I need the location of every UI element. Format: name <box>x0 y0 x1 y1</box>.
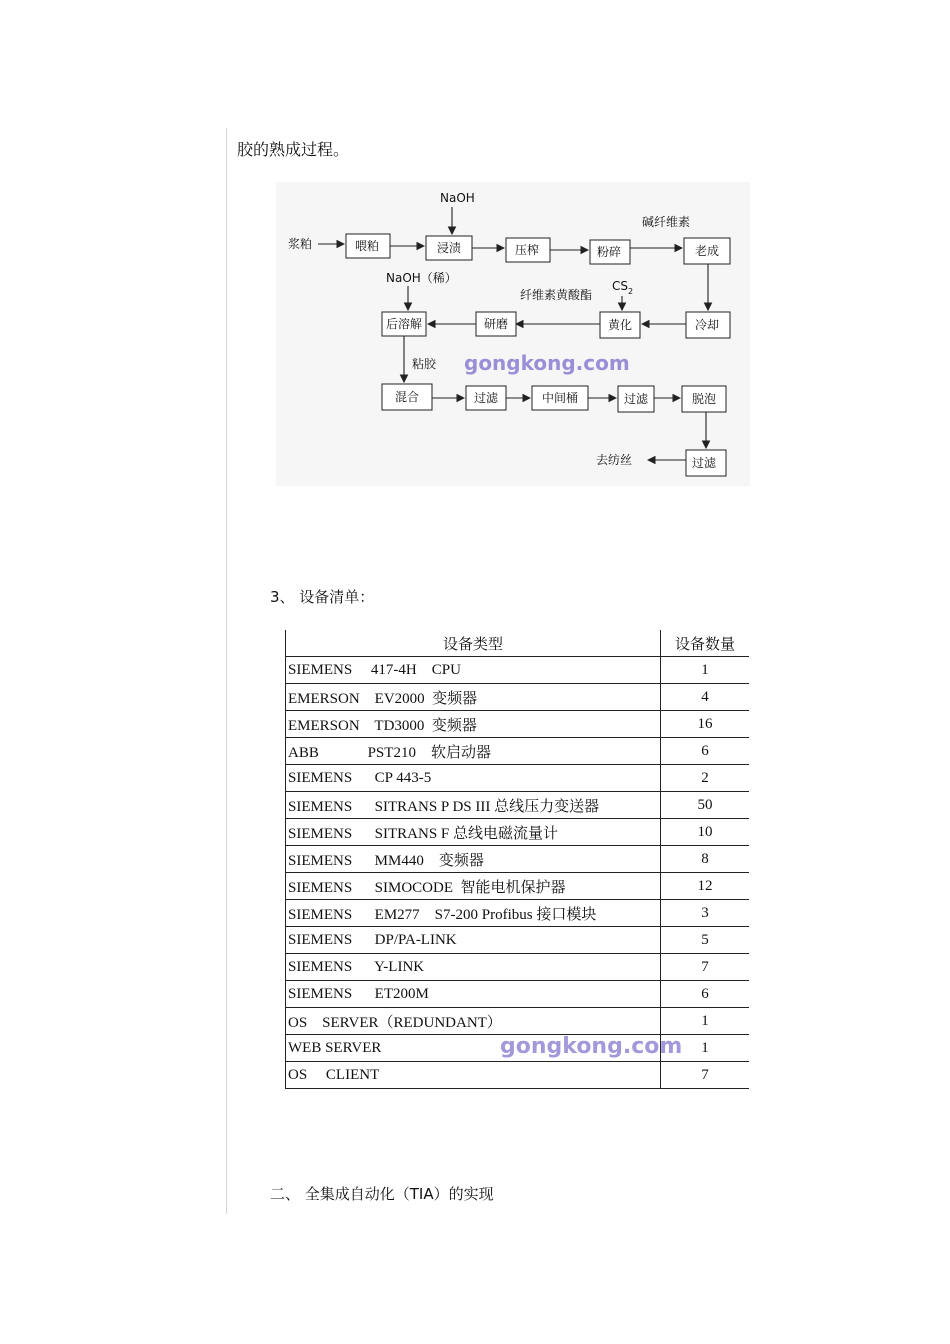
svg-text:脱泡: 脱泡 <box>692 392 717 406</box>
table-row <box>286 657 750 684</box>
table-row <box>286 846 750 873</box>
label-cellulose-xanthate: 纤维素黄酸酯 <box>520 288 593 302</box>
cell-qty: 5 <box>661 927 750 954</box>
section-3-title: 3、 设备清单： <box>270 588 375 606</box>
table-row <box>286 954 750 981</box>
node-xanthate <box>600 312 640 338</box>
node-degas <box>682 386 726 412</box>
cell-type: EMERSON TD3000 变频器 <box>286 711 661 738</box>
node-crush <box>590 240 630 264</box>
cell-type: SIEMENS 417-4H CPU <box>286 657 661 684</box>
cell-qty: 6 <box>661 981 750 1008</box>
cell-type: SIEMENS MM440 变频器 <box>286 846 661 873</box>
label-alkali-cellulose: 碱纤维素 <box>642 215 691 229</box>
svg-text:浸渍: 浸渍 <box>437 241 462 255</box>
cell-qty: 4 <box>661 684 750 711</box>
label-naoh-dilute: NaOH（稀） <box>386 271 457 285</box>
table-row <box>286 900 750 927</box>
node-cool <box>686 312 730 338</box>
cell-type: SIEMENS DP/PA-LINK <box>286 927 661 954</box>
node-grind <box>476 312 516 336</box>
node-dissolve <box>382 312 426 336</box>
intro-text: 胶的熟成过程。 <box>237 140 350 159</box>
cell-type: SIEMENS ET200M <box>286 981 661 1008</box>
node-age <box>684 238 730 264</box>
svg-text:压榨: 压榨 <box>515 243 540 257</box>
cell-qty: 7 <box>661 1062 750 1089</box>
svg-text:冷却: 冷却 <box>695 318 720 332</box>
node-middle-tank <box>532 386 588 410</box>
cell-qty: 8 <box>661 846 750 873</box>
cell-type: SIEMENS Y-LINK <box>286 954 661 981</box>
node-filter-2 <box>618 386 654 412</box>
svg-text:老成: 老成 <box>695 244 720 258</box>
cell-type: OS SERVER（REDUNDANT） <box>286 1008 661 1035</box>
cell-type: WEB SERVER <box>286 1035 661 1062</box>
cell-type: SIEMENS EM277 S7-200 Profibus 接口模块 <box>286 900 661 927</box>
cell-type: SIEMENS SITRANS P DS III 总线压力变送器 <box>286 792 661 819</box>
cell-qty: 1 <box>661 657 750 684</box>
cell-qty: 12 <box>661 873 750 900</box>
process-flow-diagram <box>276 182 750 486</box>
cell-qty: 3 <box>661 900 750 927</box>
node-pulp-feed <box>346 234 390 258</box>
table-watermark: gongkong.com <box>500 1034 683 1059</box>
cell-qty: 10 <box>661 819 750 846</box>
cell-qty: 6 <box>661 738 750 765</box>
table-row <box>286 1062 750 1089</box>
diagram-watermark: gongkong.com <box>464 351 630 375</box>
svg-text:后溶解: 后溶解 <box>386 317 423 331</box>
table-row <box>286 792 750 819</box>
node-mix <box>382 384 432 410</box>
table-row <box>286 684 750 711</box>
cell-type: EMERSON EV2000 变频器 <box>286 684 661 711</box>
cell-type: SIEMENS SIMOCODE 智能电机保护器 <box>286 873 661 900</box>
cell-type: ABB PST210 软启动器 <box>286 738 661 765</box>
cell-qty: 16 <box>661 711 750 738</box>
table-row <box>286 711 750 738</box>
svg-text:研磨: 研磨 <box>484 317 509 331</box>
cell-type: OS CLIENT <box>286 1062 661 1089</box>
node-filter-3 <box>686 450 726 476</box>
cell-type: SIEMENS SITRANS F 总线电磁流量计 <box>286 819 661 846</box>
svg-text:过滤: 过滤 <box>474 391 499 405</box>
table-row <box>286 1008 750 1035</box>
svg-text:粉碎: 粉碎 <box>597 245 622 259</box>
svg-text:混合: 混合 <box>395 390 420 404</box>
cell-qty: 7 <box>661 954 750 981</box>
section-2-title: 二、 全集成自动化（TIA）的实现 <box>270 1185 494 1203</box>
svg-text:过滤: 过滤 <box>692 456 717 470</box>
node-steep <box>426 236 472 260</box>
cell-qty: 2 <box>661 765 750 792</box>
svg-text:喂粕: 喂粕 <box>355 239 380 253</box>
table-row <box>286 981 750 1008</box>
header-qty: 设备数量 <box>661 630 750 657</box>
table-row <box>286 873 750 900</box>
svg-text:过滤: 过滤 <box>624 392 649 406</box>
cell-qty: 1 <box>661 1008 750 1035</box>
label-naoh: NaOH <box>440 191 475 205</box>
cell-qty: 50 <box>661 792 750 819</box>
left-margin-rule <box>226 128 227 1214</box>
header-type: 设备类型 <box>286 630 661 657</box>
label-cs2: $CS_2$ <box>612 279 634 296</box>
cell-type: SIEMENS CP 443-5 <box>286 765 661 792</box>
svg-text:黄化: 黄化 <box>608 318 633 332</box>
equipment-table <box>285 630 749 1089</box>
table-row <box>286 819 750 846</box>
table-header-row <box>286 630 750 657</box>
table-row <box>286 738 750 765</box>
table-row <box>286 765 750 792</box>
table-row <box>286 927 750 954</box>
label-viscose: 粘胶 <box>412 357 437 371</box>
cell-qty: 1 <box>661 1035 750 1062</box>
svg-text:中间桶: 中间桶 <box>542 391 579 405</box>
node-to-spin: 去纺丝 <box>596 453 633 467</box>
node-filter-1 <box>466 386 506 410</box>
node-press <box>506 238 550 262</box>
node-pulp: 浆粕 <box>288 237 313 251</box>
